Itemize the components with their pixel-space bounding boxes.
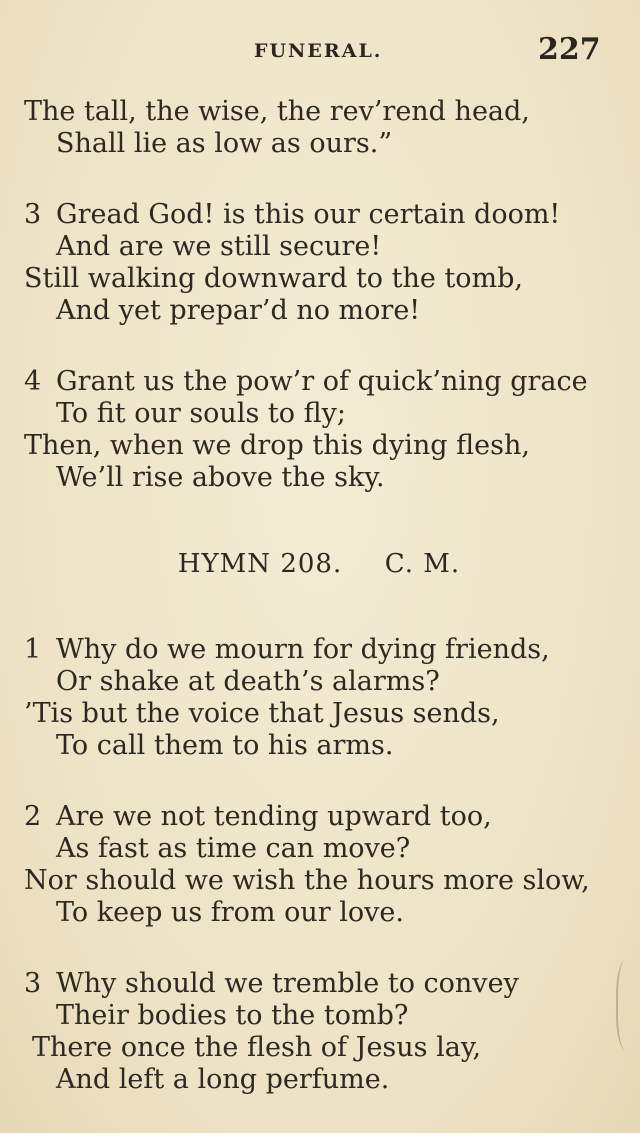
verse-line: Grant us the pow’r of quick’ning grace <box>56 366 588 397</box>
hymn-number: HYMN 208. <box>177 549 343 579</box>
verse-number: 2 <box>24 801 42 832</box>
verse-line: Still walking downward to the tomb, <box>24 263 524 294</box>
verse-line: Or shake at death’s alarms? <box>56 666 440 697</box>
verse-line: The tall, the wise, the rev’rend head, <box>24 96 530 127</box>
verse-number: 3 <box>24 968 42 999</box>
page-header <box>0 32 640 76</box>
verse-line: As fast as time can move? <box>56 833 411 864</box>
verse-line: Why do we mourn for dying friends, <box>56 634 550 665</box>
verse-number: 1 <box>24 634 42 665</box>
verse-line: Why should we tremble to convey <box>56 968 519 999</box>
verse-line: And left a long perfume. <box>56 1064 390 1095</box>
page-number: 227 <box>538 32 601 67</box>
verse-line: And yet prepar’d no more! <box>56 295 421 326</box>
hymn-stanza-3 <box>24 968 604 1096</box>
page-content <box>24 96 604 1096</box>
hymn-stanza-1 <box>24 634 604 762</box>
hymn-stanza-2 <box>24 801 604 929</box>
verse-line: Shall lie as low as ours.” <box>56 128 393 159</box>
verse-line: Then, when we drop this dying flesh, <box>24 430 530 461</box>
running-title: FUNERAL. <box>254 40 383 62</box>
verse-line: To keep us from our love. <box>56 897 404 928</box>
verse-line: Nor should we wish the hours more slow, <box>24 865 590 896</box>
hymn-meter: C. M. <box>384 549 461 579</box>
page-edge-mark <box>616 960 640 1050</box>
verse-line: And are we still secure! <box>56 231 382 262</box>
verse-line: We’ll rise above the sky. <box>56 462 385 493</box>
verse-line: There once the flesh of Jesus lay, <box>32 1032 482 1063</box>
verse-number: 3 <box>24 199 42 230</box>
stanza-3 <box>24 199 604 327</box>
stanza-continued <box>24 96 604 160</box>
verse-line: Their bodies to the tomb? <box>56 1000 409 1031</box>
verse-number: 4 <box>24 366 42 397</box>
verse-line: To fit our souls to fly; <box>56 398 346 429</box>
verse-line: Are we not tending upward too, <box>56 801 492 832</box>
verse-line: Gread God! is this our certain doom! <box>56 199 561 230</box>
stanza-4 <box>24 366 604 494</box>
hymn-heading <box>24 546 604 582</box>
verse-line: To call them to his arms. <box>56 730 394 761</box>
verse-line: ’Tis but the voice that Jesus sends, <box>24 698 500 729</box>
